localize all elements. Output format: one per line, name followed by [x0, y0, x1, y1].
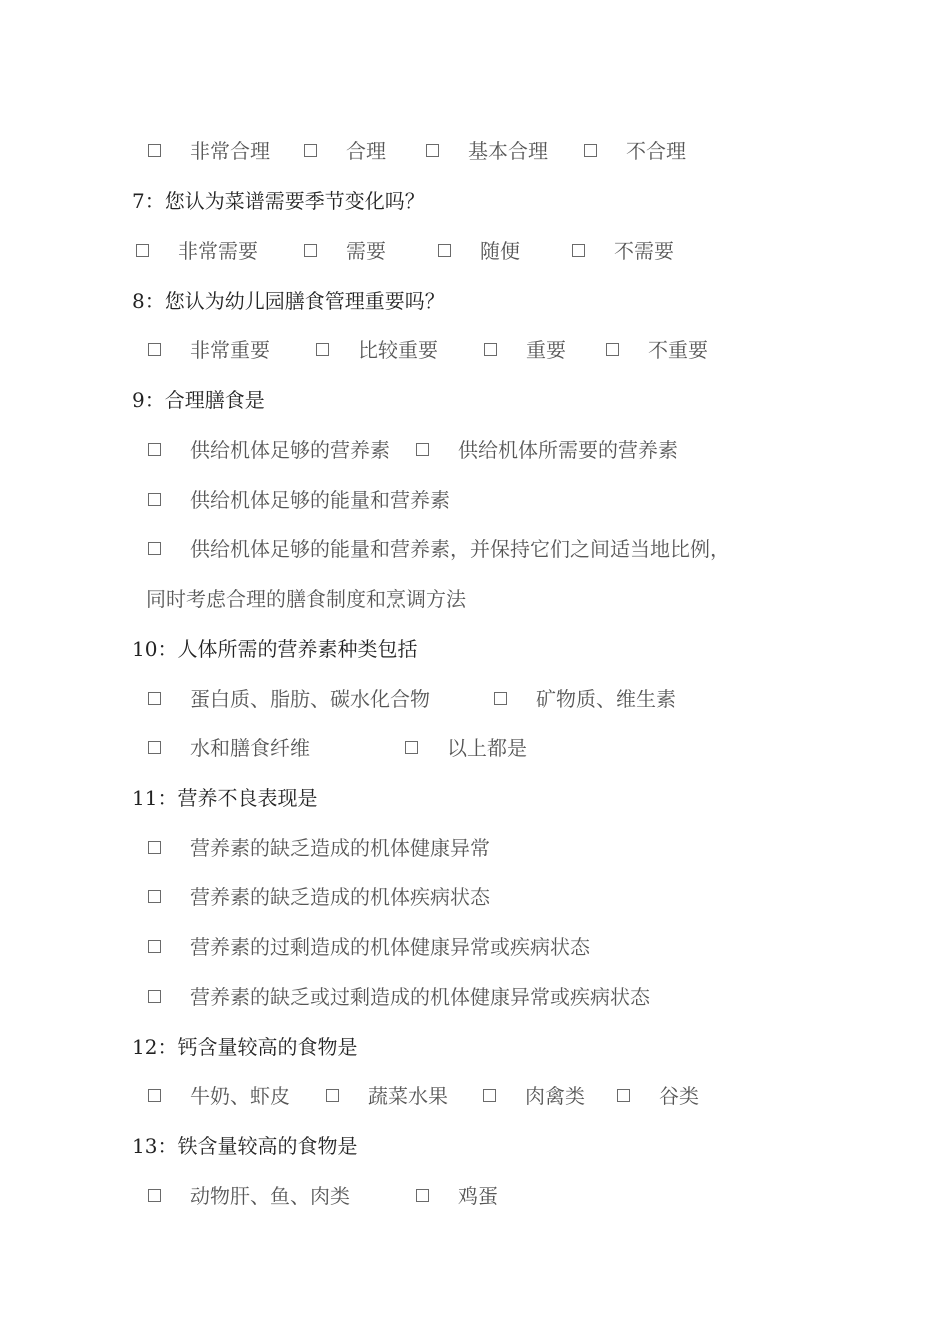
q13-option-2-checkbox[interactable] [416, 1181, 429, 1211]
q10-option-2-checkbox[interactable] [494, 684, 507, 714]
q10-option-1-checkbox[interactable] [148, 684, 161, 714]
q8-option-4-label: 不重要 [648, 338, 708, 362]
q7-option-4-label: 不需要 [614, 239, 674, 263]
q7-option-4-checkbox[interactable] [572, 236, 585, 266]
q9-option-3-label: 供给机体足够的能量和营养素 [190, 488, 450, 512]
q11-option-2-checkbox[interactable] [148, 882, 161, 912]
q12-option-3-label: 肉禽类 [525, 1084, 585, 1108]
q9-option-1-checkbox[interactable] [148, 435, 161, 465]
q10-option-3-label: 水和膳食纤维 [190, 736, 310, 760]
q8-option-1-checkbox[interactable] [148, 335, 161, 365]
q13-option-2-label: 鸡蛋 [458, 1184, 498, 1208]
q12-option-2-checkbox[interactable] [326, 1081, 339, 1111]
q11-option-3-checkbox[interactable] [148, 932, 161, 962]
q8-option-2-label: 比较重要 [358, 338, 438, 362]
q12-option-1-checkbox[interactable] [148, 1081, 161, 1111]
q9-option-4-checkbox[interactable] [148, 534, 161, 564]
q8-option-3-checkbox[interactable] [484, 335, 497, 365]
q7-option-2-label: 需要 [346, 239, 386, 263]
q8-option-3-label: 重要 [526, 338, 566, 362]
q8-option-4-checkbox[interactable] [606, 335, 619, 365]
q10-option-2-label: 矿物质、维生素 [536, 687, 676, 711]
q6-option-2-label: 合理 [346, 139, 386, 163]
q10-option-1-label: 蛋白质、脂肪、碳水化合物 [190, 687, 430, 711]
q11-option-1-label: 营养素的缺乏造成的机体健康异常 [190, 836, 490, 860]
q11-title: 11：营养不良表现是 [132, 786, 318, 810]
q11-option-4-label: 营养素的缺乏或过剩造成的机体健康异常或疾病状态 [190, 985, 650, 1009]
q10-option-4-checkbox[interactable] [405, 733, 418, 763]
q9-title: 9：合理膳食是 [132, 388, 265, 412]
q8-option-2-checkbox[interactable] [316, 335, 329, 365]
q13-option-1-label: 动物肝、鱼、肉类 [190, 1184, 350, 1208]
q6-option-1-checkbox[interactable] [148, 136, 161, 166]
q11-option-2-label: 营养素的缺乏造成的机体疾病状态 [190, 885, 490, 909]
q13-option-1-checkbox[interactable] [148, 1181, 161, 1211]
q11-option-1-checkbox[interactable] [148, 833, 161, 863]
q6-option-4-label: 不合理 [626, 139, 686, 163]
q11-option-4-checkbox[interactable] [148, 982, 161, 1012]
q12-title: 12：钙含量较高的食物是 [132, 1035, 358, 1059]
q6-option-1-label: 非常合理 [190, 139, 270, 163]
q8-title: 8：您认为幼儿园膳食管理重要吗？ [132, 289, 445, 313]
q10-option-4-label: 以上都是 [447, 736, 527, 760]
q12-option-2-label: 蔬菜水果 [368, 1084, 448, 1108]
q7-option-1-checkbox[interactable] [136, 236, 149, 266]
q9-option-1-label: 供给机体足够的营养素 [190, 438, 390, 462]
q10-option-3-checkbox[interactable] [148, 733, 161, 763]
q7-option-3-label: 随便 [480, 239, 520, 263]
q11-option-3-label: 营养素的过剩造成的机体健康异常或疾病状态 [190, 935, 590, 959]
q13-title: 13：铁含量较高的食物是 [132, 1134, 358, 1158]
q12-option-4-checkbox[interactable] [617, 1081, 630, 1111]
q6-option-3-label: 基本合理 [468, 139, 548, 163]
q9-option-3-checkbox[interactable] [148, 485, 161, 515]
q12-option-1-label: 牛奶、虾皮 [190, 1084, 290, 1108]
q12-option-4-label: 谷类 [659, 1084, 699, 1108]
q12-option-3-checkbox[interactable] [483, 1081, 496, 1111]
q6-option-4-checkbox[interactable] [584, 136, 597, 166]
q6-option-3-checkbox[interactable] [426, 136, 439, 166]
q6-option-2-checkbox[interactable] [304, 136, 317, 166]
q7-title: 7：您认为菜谱需要季节变化吗？ [132, 189, 425, 213]
q8-option-1-label: 非常重要 [190, 338, 270, 362]
q7-option-2-checkbox[interactable] [304, 236, 317, 266]
q7-option-3-checkbox[interactable] [438, 236, 451, 266]
q9-option-2-label: 供给机体所需要的营养素 [458, 438, 678, 462]
q7-option-1-label: 非常需要 [178, 239, 258, 263]
q9-option-4-label-continued: 同时考虑合理的膳食制度和烹调方法 [146, 587, 466, 611]
q10-title: 10：人体所需的营养素种类包括 [132, 637, 418, 661]
q9-option-4-label: 供给机体足够的能量和营养素，并保持它们之间适当地比例， [190, 537, 730, 561]
q9-option-2-checkbox[interactable] [416, 435, 429, 465]
